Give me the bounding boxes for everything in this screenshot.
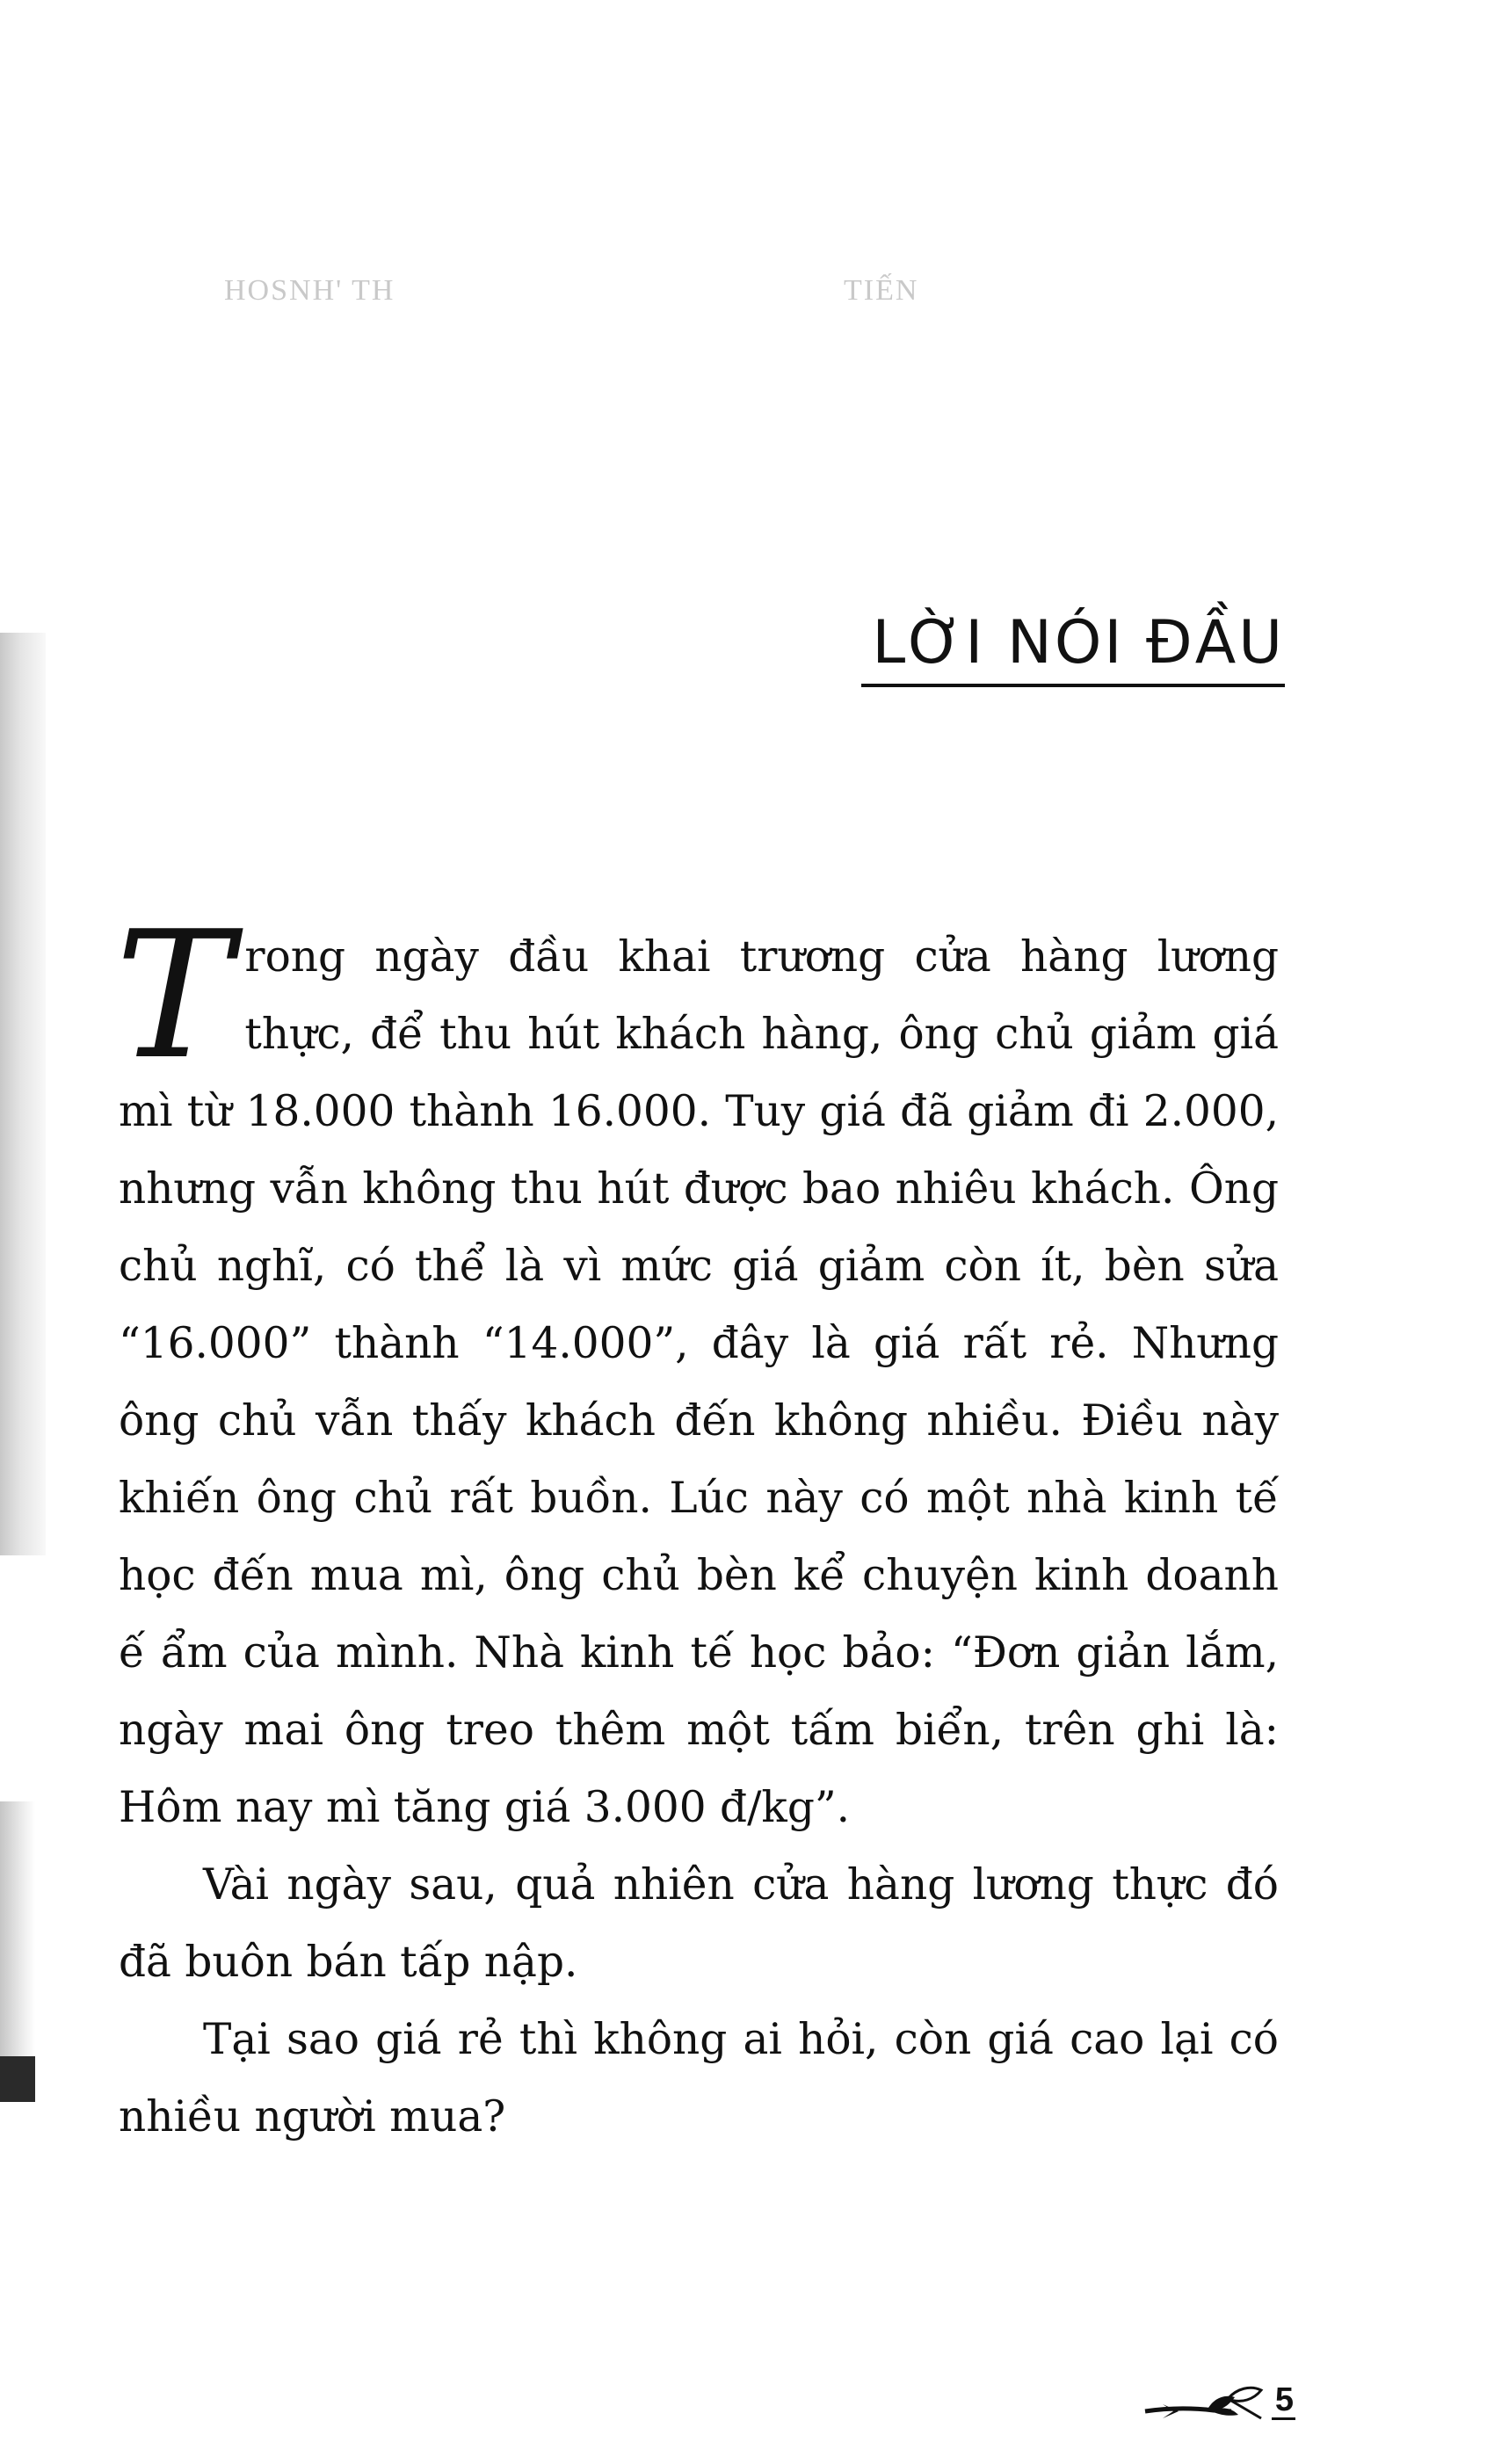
leaf-ornament-icon <box>1143 2381 1266 2420</box>
paragraph-1-text: rong ngày đầu khai trương cửa hàng lương thực, để thu hút khách hàng, ông chủ giảm giá mì từ 18.000 thành 16.000. Tuy giá đã giảm đi 2.000, nhưng vẫn không thu hút được bao nhiêu khách. Ông chủ nghĩ, có thể là vì mức giá giảm còn ít, bèn sửa “16.000” thành “14.000”, đây là giá rất rẻ. Nhưng ông chủ vẫn thấy khách đến không nhiều. Điều này khiến ông chủ rất buồn. Lúc này có một nhà kinh tế học đến mua mì, ông chủ bèn kể chuyện kinh doanh ế ẩm của mình. Nhà kinh tế học bảo: “Đơn giản lắm, ngày mai ông treo thêm một tấm biển, trên ghi là: Hôm nay mì tăng giá 3.000 đ/kg”. <box>119 932 1279 1832</box>
page-number: 5 <box>1272 2382 1295 2420</box>
paragraph-2: Vài ngày sau, quả nhiên cửa hàng lương thực đó đã buôn bán tấp nập. <box>119 1860 1279 1987</box>
page-edge-mark <box>0 2056 35 2102</box>
paragraph-3: Tại sao giá rẻ thì không ai hỏi, còn giá cao lại có nhiều người mua? <box>119 2015 1279 2142</box>
page-edge-shadow <box>0 633 46 1555</box>
page-edge-shadow-lower <box>0 1801 35 2100</box>
drop-cap: T <box>115 894 233 1098</box>
paragraph-1 <box>115 894 1279 1846</box>
title-underline <box>861 684 1285 687</box>
bleed-through-text-left: HOSNH' TH <box>224 274 395 307</box>
page-title: LỜI NÓI ĐẦU <box>872 608 1285 678</box>
body-text <box>115 894 1279 2156</box>
page-footer <box>1143 2381 1295 2420</box>
bleed-through-text-right: TIẾN <box>844 274 919 307</box>
